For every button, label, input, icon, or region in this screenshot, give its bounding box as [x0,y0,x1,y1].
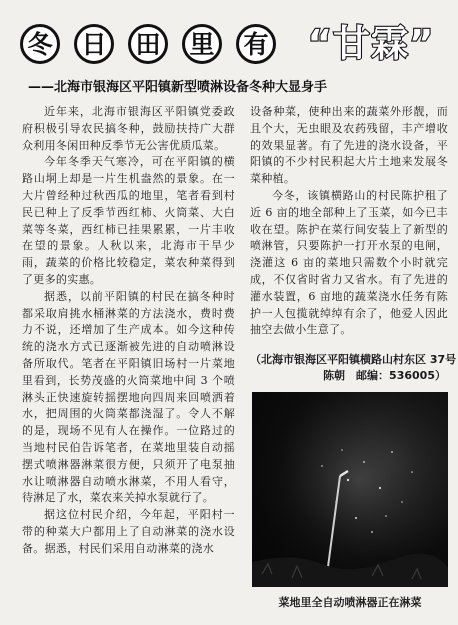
subtitle: ——北海市银海区平阳镇新型喷淋设备冬种大显身手 [28,80,328,95]
sprinkler-photo-image [252,392,448,587]
paragraph: 据这位村民介绍，今年起，平阳村一带的种菜大户都用上了自动淋菜的浇水设备。据悉，村民们采用自动淋菜的浇水 [22,508,235,555]
author-credit [250,352,457,384]
left-column [22,104,235,620]
headline-quote-word: “甘霖” [307,21,435,65]
paragraph: 今冬，该镇横路山的村民陈护租了近 6 亩的地全部种上了玉菜，如今已丰收在望。陈护在菜行间安装上了新型的喷淋管，只要陈护一打开水泵的电闸，浇灌这 6 亩的菜地只需数个小时就完成，不仅省时省力又省水。有了先进的灌水装置，6 亩地的蔬菜浇水任务有陈护一人包揽就绰绰有余了，他爱人因此抽空去做小生意了。 [250,188,448,337]
author-address: （北海市银海区平阳镇横路山村东区 37号 [250,353,457,366]
headline-char-3: 田 [128,24,168,64]
headline-char-5: 有 [236,24,276,64]
paragraph: 今年冬季天气寒冷，可在平阳镇的横路山垌上却是一片生机盎然的景象。在一大片曾经种过秋西瓜的地里，笔者看到村民已种上了反季节西红柿、火筒菜、大白菜等冬菜，西红柿已挂果累累，一片丰收在望的景象。人秋以来，北海市干旱少雨，蔬菜的价格比较稳定，菜农种菜得到了更多的实惠。 [22,155,235,286]
paragraph: 据悉，以前平阳镇的村民在搞冬种时都采取肩挑水桶淋菜的方法浇水，费时费力不说，还增加了生产成本。如今这种传统的浇水方式已逐渐被先进的自动喷淋设备所取代。笔者在平阳镇旧场村一片菜地里看到，长势茂盛的火筒菜地中间 3 个喷淋头正快速旋转摇摆地向四周来回喷洒着水，把周围的火筒菜都浇湿了。令人不解的是，现场不见有人在操作。一位路过的当地村民伯告诉笔者，在菜地里装自动摇摆式喷淋器淋菜很方便，只须开了电泵抽水让喷淋器自动喷水淋菜，不用人看守，待淋足了水，菜农来关掉水泵就行了。 [22,289,235,505]
headline-char-1: 冬 [20,24,60,64]
author-postcode: 陈朝 邮编：536005） [323,369,446,382]
headline [20,18,440,72]
paragraph: 设备种菜，使种出来的蔬菜外形靓，而且个大，无虫眼及农药残留，丰产增收的效果显著。有了先进的浇水设备，平阳镇的不少村民积起大片土地来发展冬菜种植。 [250,105,448,186]
headline-char-4: 里 [182,24,222,64]
headline-char-2: 日 [74,24,114,64]
sprinkler-photo [252,392,448,587]
right-column [250,104,457,384]
photo-caption: 菜地里全自动喷淋器正在淋菜 [278,596,422,609]
paragraph: 近年来，北海市银海区平阳镇党委政府积极引导农民搞冬种，鼓励扶持广大群众利用冬闲田种反季节无公害优质瓜菜。 [22,105,235,152]
